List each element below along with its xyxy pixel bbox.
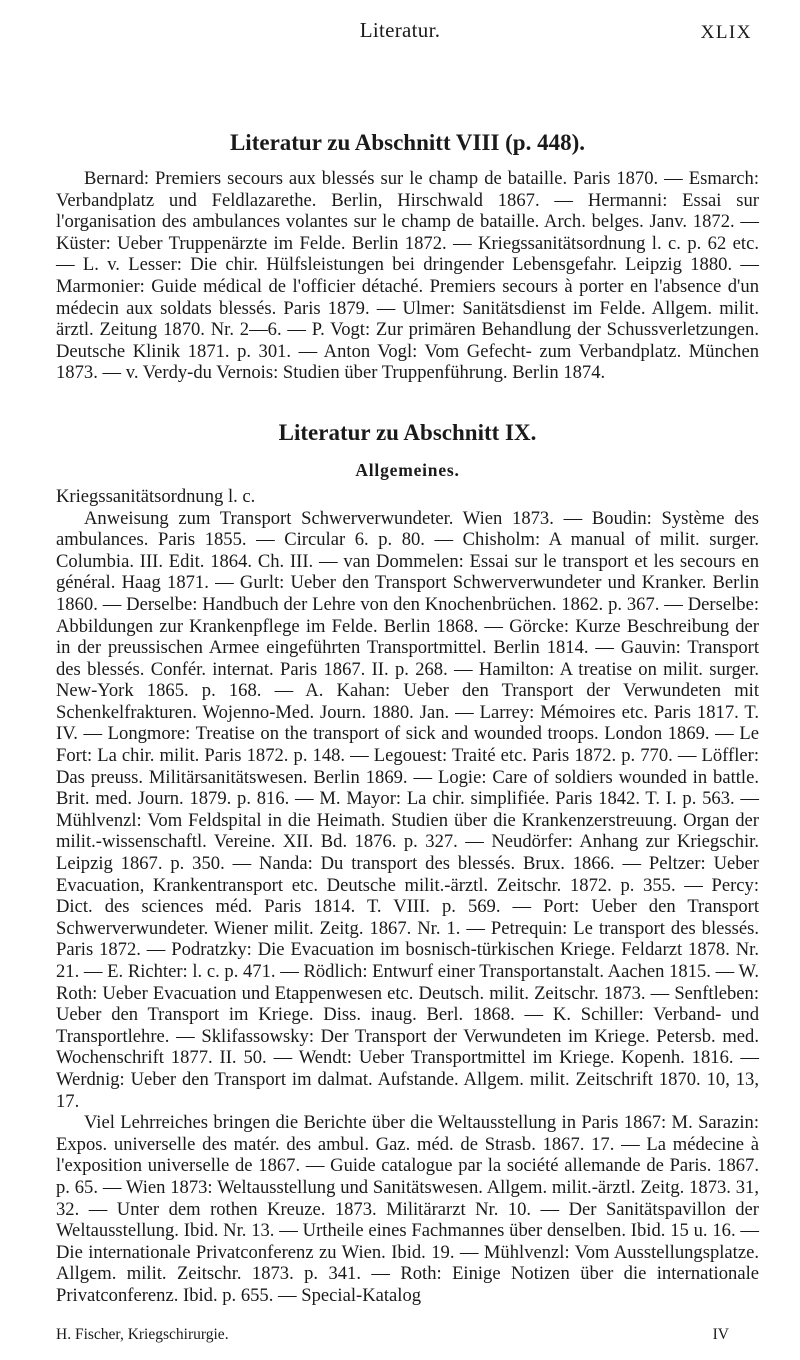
section-literature-ix (56, 418, 759, 1307)
bibliography-paragraph: Viel Lehrreiches bringen die Berichte über die Weltausstellung in Paris 1867: M. Sarazin: Expos. universelle des matér. des ambul. Gaz. méd. de Strasb. 1867. 17. — La médecine à l'exposition universelle de 1867. — Guide catalogue par la société allemande de Paris. 1867. p. 65. — Wien 1873: Weltausstellung und Sanitätswesen. Allgem. milit.-ärztl. Zeitg. 1873. 31, 32. — Unter dem rothen Kreuze. 1873. Militärarzt Nr. 10. — Der Sanitätspavillon der Weltausstellung. Ibid. Nr. 13. — Urtheile eines Fachmannes über denselben. Ibid. 15 u. 16. — Die internationale Privatconferenz zu Wien. Ibid. 19. — Mühlvenzl: Vom Ausstellungsplatze. Allgem. milit. Zeitschr. 1873. p. 341. — Roth: Einige Notizen über die internationale Privatconferenz. Ibid. p. 655. — Special-Katalog (56, 1112, 759, 1306)
bibliography-paragraph: Anweisung zum Transport Schwerverwundeter. Wien 1873. — Boudin: Système des ambulances. Paris 1855. — Circular 6. p. 80. — Chisholm: A manual of milit. surger. Columbia. III. Edit. 1864. Ch. III. — van Dommelen: Essai sur le transport et les secours en général. Haag 1871. — Gurlt: Ueber den Transport Schwerverwundeter und Kranker. Berlin 1860. — Derselbe: Handbuch der Lehre von den Knochenbrüchen. 1862. p. 367. — Derselbe: Abbildungen zur Krankenpflege im Felde. Berlin 1868. — Görcke: Kurze Beschreibung der in der preussischen Armee eingeführten Transportmittel. Berlin 1814. — Gauvin: Transport des blessés. Confér. internat. Paris 1867. II. p. 268. — Hamilton: A treatise on milit. surger. New-York 1865. p. 168. — A. Kahan: Ueber den Transport der Verwundeten mit Schenkelfrakturen. Wojenno-Med. Journ. 1880. Jan. — Larrey: Mémoires etc. Paris 1817. T. IV. — Longmore: Treatise on the transport of sick and wounded troops. London 1869. — Le Fort: La chir. milit. Paris 1872. p. 148. — Legouest: Traité etc. Paris 1872. p. 770. — Löffler: Das preuss. Militärsanitätswesen. Berlin 1869. — Logie: Care of soldiers wounded in battle. Brit. med. Journ. 1879. p. 816. — M. Mayor: La chir. simplifiée. Paris 1842. T. I. p. 563. — Mühlvenzl: Vom Feldspital in die Heimath. Studien über die Krankenzerstreuung. Organ der milit.-wissenschaftl. Vereine. XII. Bd. 1876. p. 327. — Neudörfer: Anhang zur Kriegschir. Leipzig 1867. p. 350. — Nanda: Du transport des blessés. Brux. 1866. — Peltzer: Ueber Evacuation, Krankentransport etc. Deutsche milit.-ärztl. Zeitschr. 1872. p. 355. — Percy: Dict. des sciences méd. Paris 1814. T. VIII. p. 569. — Port: Ueber den Transport Schwerverwundeter. Wiener milit. Zeitg. 1867. Nr. 1. — Petrequin: Le transport des blessés. Paris 1872. — Podratzky: Die Evacuation im bosnisch-türkischen Kriege. Feldarzt 1878. Nr. 21. — E. Richter: l. c. p. 471. — Rödlich: Entwurf einer Transportanstalt. Aachen 1815. — W. Roth: Ueber Evacuation und Etappenwesen etc. Deutsch. milit. Zeitschr. 1873. — Senftleben: Ueber den Transport im Kriege. Diss. inaug. Berl. 1868. — K. Schiller: Verband- und Transportlehre. — Sklifassowsky: Der Transport der Verwundeten im Kriege. Petersb. med. Wochenschrift 1877. II. 50. — Wendt: Ueber Transportmittel im Kriege. Kopenh. 1816. — Werdnig: Ueber den Transport im dalmat. Aufstande. Allgem. milit. Zeitschrift 1870. 10, 13, 17. (56, 507, 759, 1112)
footer-signature: H. Fischer, Kriegschirurgie. (56, 1326, 229, 1343)
footer-sheet-number: IV (712, 1326, 729, 1343)
section-title: Literatur zu Abschnitt IX. (278, 419, 537, 445)
bibliography-paragraph: Bernard: Premiers secours aux blessés sur le champ de bataille. Paris 1870. — Esmarch: Verbandplatz und Feldlazarethe. Berlin, Hirschwald 1867. — Hermanni: Essai sur l'organisation des ambulances volantes sur le champ de bataille. Arch. belges. Janv. 1872. — Küster: Ueber Truppenärzte im Felde. Berlin 1872. — Kriegssanitätsordnung l. c. p. 62 etc. — L. v. Lesser: Die chir. Hülfsleistungen bei dringender Lebensgefahr. Leipzig 1880. — Marmonier: Guide médical de l'officier détaché. Premiers secours à porter en l'absence d'un médecin aux soldats blessés. Paris 1879. — Ulmer: Sanitätsdienst im Felde. Allgem. milit. ärztl. Zeitung 1870. Nr. 2—6. — P. Vogt: Zur primären Behandlung der Schussverletzungen. Deutsche Klinik 1871. p. 301. — Anton Vogl: Vom Gefecht- zum Verbandplatz. München 1873. — v. Verdy-du Vernois: Studien über Truppenführung. Berlin 1874. (56, 168, 759, 384)
page-number: XLIX (700, 22, 752, 43)
running-head: Literatur. (359, 18, 441, 42)
section-literature-viii (56, 128, 759, 384)
section-subtitle: Allgemeines. (355, 459, 460, 480)
page-body (56, 128, 759, 1307)
page-footer (56, 1325, 759, 1345)
section-title: Literatur zu Abschnitt VIII (p. 448). (229, 130, 586, 155)
bibliography-line: Kriegssanitätsordnung l. c. (56, 485, 256, 507)
